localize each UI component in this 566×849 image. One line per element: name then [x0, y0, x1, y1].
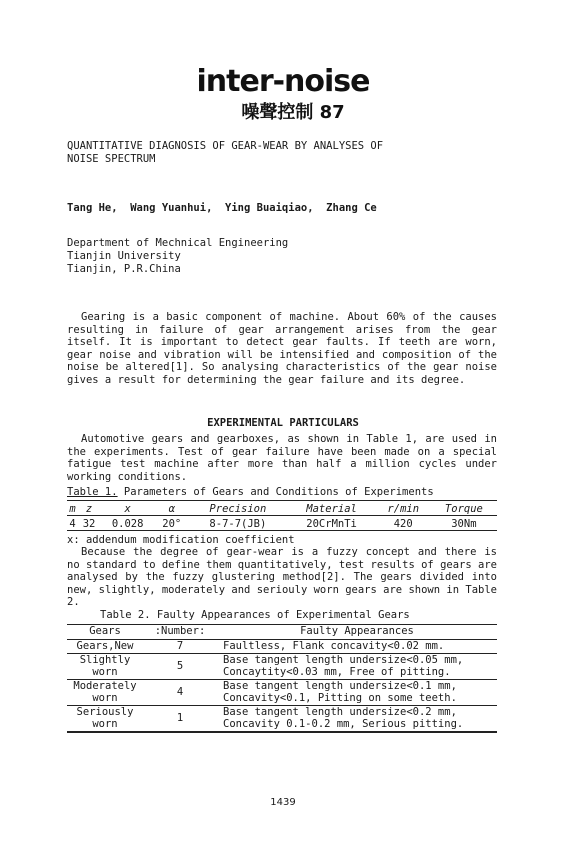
- table1-cell: 420: [376, 516, 431, 531]
- table2-appearance-cell: [217, 654, 497, 680]
- table1-cell: 32: [78, 516, 100, 531]
- table1-cell: 30Nm: [431, 516, 497, 531]
- table1-header-cell: z: [78, 501, 100, 516]
- experimental-paragraph: Automotive gears and gearboxes, as shown in Table 1, are used in the experiments. Test of gear failure have been made on a special fatigue test machine after more than half a million cycles under working conditions.: [67, 433, 497, 483]
- table2-gear-cell: Seriously worn: [67, 706, 143, 733]
- title-line-1: QUANTITATIVE DIAGNOSIS OF GEAR-WEAR BY ANALYSES OF: [67, 140, 384, 152]
- title-line-2: NOISE SPECTRUM: [67, 153, 156, 165]
- table2-row: [67, 680, 497, 706]
- table2-number-cell: 1: [143, 706, 217, 733]
- table1-note: x: addendum modification coefficient: [67, 534, 295, 546]
- table2-appearance-cell: [217, 680, 497, 706]
- page-number: 1439: [270, 797, 296, 808]
- section-heading: EXPERIMENTAL PARTICULARS: [207, 417, 359, 429]
- table1-caption-text: Parameters of Gears and Conditions of Experiments: [117, 486, 434, 498]
- affiliation-line: Tianjin University: [67, 250, 181, 262]
- table-1: [67, 500, 497, 531]
- table2-header-row: [67, 625, 497, 640]
- table2-gear-cell: Slightly worn: [67, 654, 143, 680]
- table1-row: [67, 516, 497, 531]
- table2-header-cell: Faulty Appearances: [217, 625, 497, 640]
- table2-row: [67, 639, 497, 654]
- table2-row: [67, 654, 497, 680]
- table2-number-cell: 4: [143, 680, 217, 706]
- affiliation-line: Department of Mechnical Engineering: [67, 237, 289, 249]
- table2-header-cell: Gears: [67, 625, 143, 640]
- appearance-line: Faultless, Flank concavity<0.02 mm.: [223, 639, 445, 652]
- appearance-line: Base tangent length undersize<0.05 mm,: [223, 654, 464, 666]
- table-2: [67, 624, 497, 733]
- table2-row: [67, 706, 497, 733]
- table1-header-cell: Precision: [188, 501, 287, 516]
- conference-logo: inter-noise: [196, 64, 370, 99]
- conference-logo-subtitle: 噪聲控制 87: [241, 102, 345, 123]
- table1-header-row: [67, 501, 497, 516]
- appearance-line: Concaytity<0.03 mm, Free of pitting.: [223, 665, 451, 678]
- affiliation-line: Tianjin, P.R.China: [67, 263, 181, 275]
- table1-caption: [67, 486, 434, 498]
- paper-authors: Tang He, Wang Yuanhui, Ying Buaiqiao, Zhang Ce: [67, 202, 377, 214]
- table2-appearance-cell: [217, 706, 497, 733]
- intro-paragraph: Gearing is a basic component of machine. About 60% of the causes resulting in failure of gear arrangement arises from the gear itself. It is important to detect gear faults. If teeth are worn, gear noise and vibration will be intensified and composition of the noise be altered[1]. So analysing characteristics of the gear noise gives a result for determining the gear failure and its degree.: [67, 311, 497, 386]
- table2-caption: Table 2. Faulty Appearances of Experimental Gears: [100, 609, 410, 621]
- table1-header-cell: x: [100, 501, 155, 516]
- table2-gear-cell: Gears,New: [67, 639, 143, 654]
- table1-header-cell: m: [67, 501, 78, 516]
- paper-title: [67, 140, 507, 166]
- table1-header-cell: α: [155, 501, 188, 516]
- table2-number-cell: 5: [143, 654, 217, 680]
- table1-cell: 0.028: [100, 516, 155, 531]
- table1-header-cell: r/min: [376, 501, 431, 516]
- appearance-line: Concavity<0.1, Pitting on some teeth.: [223, 691, 457, 704]
- table1-header-cell: Torque: [431, 501, 497, 516]
- table2-appearance-cell: [217, 639, 497, 654]
- affiliation: [67, 237, 288, 276]
- table2-number-cell: 7: [143, 639, 217, 654]
- table1-caption-label: Table 1.: [67, 486, 118, 498]
- table1-cell: 20CrMnTi: [287, 516, 375, 531]
- table1-header-cell: Material: [287, 501, 375, 516]
- table2-header-cell: :Number:: [143, 625, 217, 640]
- method-paragraph: Because the degree of gear-wear is a fuzzy concept and there is no standard to define them quantitatively, test results of gears are analysed by the fuzzy glustering method[2]. The gears divided into new, slightly, moderately and seriouly worn gears are shown in Table 2.: [67, 546, 497, 609]
- table1-cell: 8-7-7(JB): [188, 516, 287, 531]
- table1-cell: 4: [67, 516, 78, 531]
- table1-cell: 20°: [155, 516, 188, 531]
- appearance-line: Base tangent length undersize<0.2 mm,: [223, 706, 457, 718]
- appearance-line: Concavity 0.1-0.2 mm, Serious pitting.: [223, 717, 464, 730]
- table2-gear-cell: Moderately worn: [67, 680, 143, 706]
- appearance-line: Base tangent length undersize<0.1 mm,: [223, 680, 457, 692]
